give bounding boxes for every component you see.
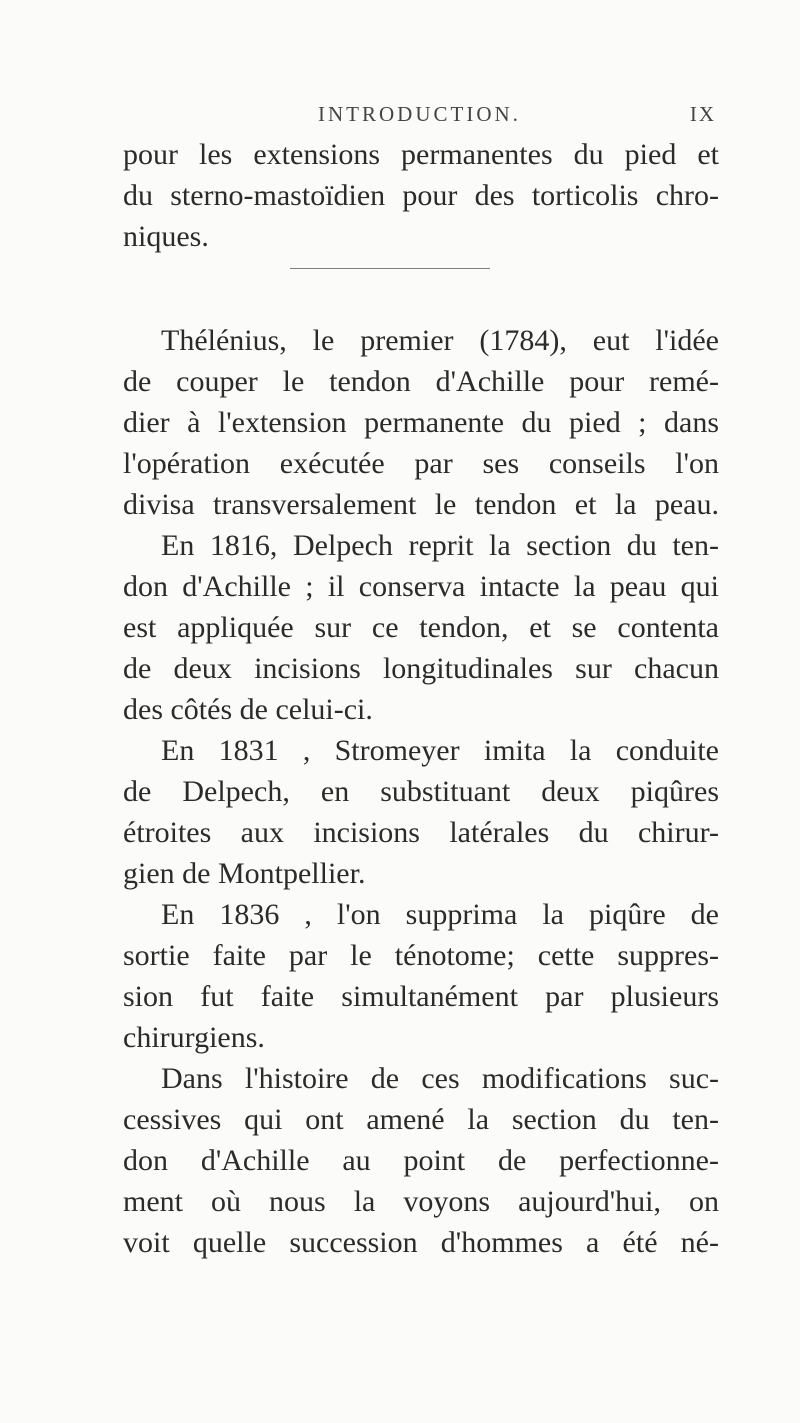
text-line: pour les extensions permanentes du pied et	[123, 138, 719, 171]
section-divider	[290, 268, 490, 269]
text-line: don d'Achille au point de perfectionne-	[123, 1144, 719, 1177]
text-line: En 1831 , Stromeyer imita la conduite	[161, 734, 719, 767]
running-head	[256, 96, 716, 136]
text-line: cessives qui ont amené la section du ten-	[123, 1103, 719, 1136]
page-number: IX	[689, 102, 716, 126]
text-line: chirurgiens.	[123, 1021, 265, 1054]
text-line: don d'Achille ; il conserva intacte la peau qui	[123, 570, 719, 603]
paragraph-history	[123, 320, 719, 1263]
text-line: est appliquée sur ce tendon, et se contenta	[123, 611, 719, 644]
text-line: Dans l'histoire de ces modifications suc-	[161, 1062, 719, 1095]
text-line: Thélénius, le premier (1784), eut l'idée	[161, 324, 719, 357]
text-line: de Delpech, en substituant deux piqûres	[123, 775, 719, 808]
text-line: ment où nous la voyons aujourd'hui, on	[123, 1185, 719, 1218]
text-line: étroites aux incisions latérales du chirur-	[123, 816, 719, 849]
text-line: l'opération exécutée par ses conseils l'on	[123, 447, 719, 480]
paragraph-continuation	[123, 134, 719, 257]
text-line: de deux incisions longitudinales sur chacun	[123, 652, 719, 685]
text-line: de couper le tendon d'Achille pour remé-	[123, 365, 719, 398]
text-line: divisa transversalement le tendon et la peau.	[123, 488, 719, 521]
text-line: voit quelle succession d'hommes a été né-	[123, 1226, 719, 1259]
text-line: du sterno-mastoïdien pour des torticolis chro-	[123, 179, 719, 212]
text-line: sion fut faite simultanément par plusieurs	[123, 980, 719, 1013]
text-line: sortie faite par le ténotome; cette suppres-	[123, 939, 719, 972]
text-line: des côtés de celui-ci.	[123, 693, 373, 726]
text-line: En 1836 , l'on supprima la piqûre de	[161, 898, 719, 931]
running-title: INTRODUCTION.	[318, 102, 521, 126]
text-line: dier à l'extension permanente du pied ; dans	[123, 406, 719, 439]
text-line: gien de Montpellier.	[123, 857, 366, 890]
text-line: niques.	[123, 220, 209, 253]
text-line: En 1816, Delpech reprit la section du ten-	[161, 529, 719, 562]
